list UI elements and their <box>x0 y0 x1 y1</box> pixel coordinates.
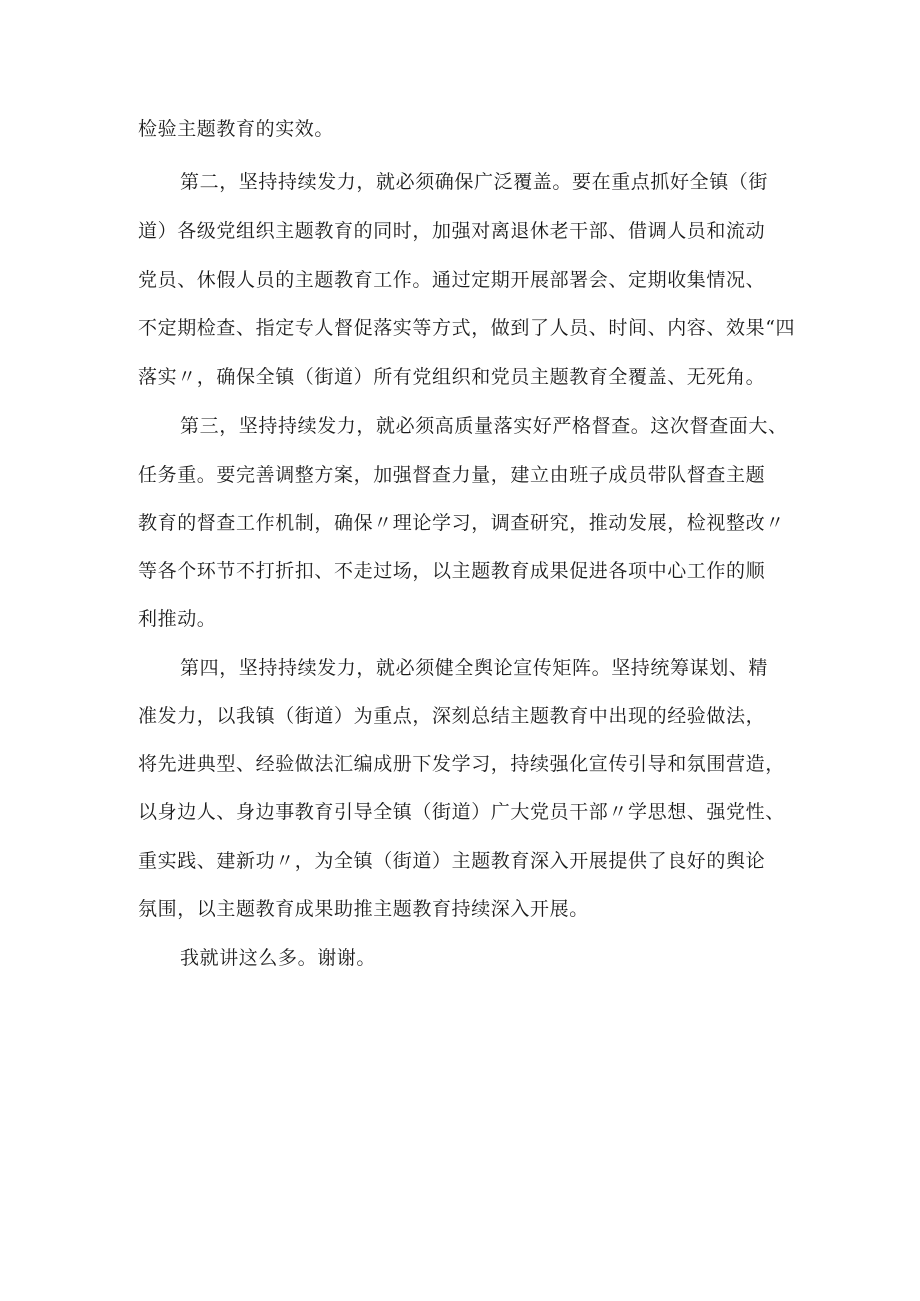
text-line: 检验主题教育的实效。 <box>138 118 335 140</box>
text-line: 党员、休假人员的主题教育工作。通过定期开展部署会、定期收集情况、 <box>138 269 766 291</box>
text-line: 以身边人、身边事教育引导全镇（街道）广大党员干部〃学思想、强党性、 <box>138 801 785 823</box>
text-line: 不定期检查、指定专人督促落实等方式，做到了人员、时间、内容、效果“四 <box>138 317 796 339</box>
text-line: 重实践、建新功〃，为全镇（街道）主题教育深入开展提供了良好的舆论 <box>138 850 766 872</box>
text-line: 等各个环节不打折扣、不走过场，以主题教育成果促进各项中心工作的顺 <box>138 560 766 582</box>
text-line: 第四，坚持持续发力，就必须健全舆论宣传矩阵。坚持统筹谋划、精 <box>180 657 769 679</box>
text-line: 第二，坚持持续发力，就必须确保广泛覆盖。要在重点抓好全镇（街 <box>180 171 769 193</box>
text-line: 教育的督查工作机制，确保〃理论学习，调查研究，推动发展，检视整改〃 <box>138 512 785 534</box>
text-line: 第三，坚持持续发力，就必须高质量落实好严格督查。这次督查面大、 <box>180 415 788 437</box>
text-line: 落实〃，确保全镇（街道）所有党组织和党员主题教育全覆盖、无死角。 <box>138 366 766 388</box>
text-line: 准发力，以我镇（街道）为重点，深刻总结主题教育中出现的经验做法， <box>138 705 766 727</box>
text-line: 将先进典型、经验做法汇编成册下发学习，持续强化宣传引导和氛围营造， <box>138 753 785 775</box>
text-line: 我就讲这么多。谢谢。 <box>180 947 377 969</box>
text-line: 任务重。要完善调整方案，加强督查力量，建立由班子成员带队督查主题 <box>138 464 766 486</box>
text-line: 氛围，以主题教育成果助推主题教育持续深入开展。 <box>138 898 589 920</box>
text-line: 利推动。 <box>138 608 217 630</box>
text-line: 道）各级党组织主题教育的同时，加强对离退休老干部、借调人员和流动 <box>138 220 766 242</box>
